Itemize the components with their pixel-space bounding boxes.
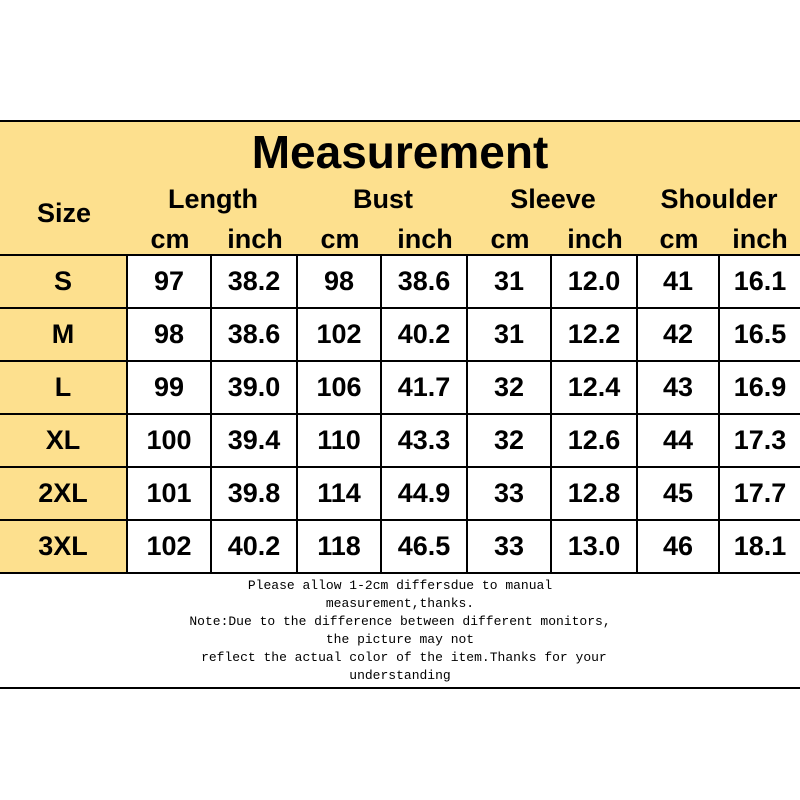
measurement-note [0,574,800,689]
table-cell: 39.8 [212,468,298,519]
table-cell: 18.1 [733,531,787,561]
table-cell: 12.8 [552,468,638,519]
table-cell: 38.6 [212,309,298,360]
table-cell: 12.0 [552,256,638,307]
size-column-header: Size [36,198,92,228]
size-label: 2XL [0,468,128,519]
table-row [0,362,800,415]
table-cell: 100 [128,415,212,466]
table-cell: 32 [468,362,552,413]
table-cell: 16.1 [733,266,787,296]
table-cell: 12.2 [552,309,638,360]
table-cell: 44 [638,415,720,466]
table-cell: 46 [638,521,720,572]
table-cell: 12.6 [552,415,638,466]
unit-shoulder-inch: inch [732,224,788,254]
table-cell: 43.3 [382,415,468,466]
note-line: measurement,thanks. [325,596,475,611]
header-length: Length [168,184,258,214]
table-cell: 98 [298,256,382,307]
table-cell: 44.9 [382,468,468,519]
table-row [0,415,800,468]
header-bust: Bust [353,184,413,214]
table-cell: 99 [128,362,212,413]
table-cell: 16.9 [733,372,787,402]
table-cell: 43 [638,362,720,413]
size-label: S [0,256,128,307]
table-cell: 97 [128,256,212,307]
table-cell: 41.7 [382,362,468,413]
note-line: understanding [349,668,451,683]
table-cell: 17.3 [733,425,787,455]
unit-sleeve-inch: inch [567,224,623,254]
table-cell: 31 [468,309,552,360]
unit-bust-inch: inch [397,224,453,254]
table-cell: 33 [468,468,552,519]
size-label: 3XL [0,521,128,572]
table-cell: 106 [298,362,382,413]
unit-length-inch: inch [227,224,283,254]
note-line: Note:Due to the difference between different monitors, [189,614,611,629]
table-row [0,309,800,362]
table-cell: 101 [128,468,212,519]
table-cell: 110 [298,415,382,466]
table-row [0,521,800,574]
size-label: M [0,309,128,360]
table-cell: 40.2 [382,309,468,360]
table-cell: 17.7 [733,478,787,508]
table-cell: 40.2 [212,521,298,572]
unit-bust-cm: cm [320,224,360,254]
table-cell: 42 [638,309,720,360]
table-cell: 39.4 [212,415,298,466]
header-sleeve: Sleeve [510,184,596,214]
table-cell: 41 [638,256,720,307]
size-chart [0,120,800,689]
table-cell: 114 [298,468,382,519]
table-row [0,256,800,309]
table-cell: 118 [298,521,382,572]
size-label: XL [0,415,128,466]
header-shoulder: Shoulder [660,184,778,214]
table-cell: 32 [468,415,552,466]
table-cell: 102 [298,309,382,360]
table-cell: 38.2 [212,256,298,307]
table-cell: 31 [468,256,552,307]
table-cell: 33 [468,521,552,572]
table-cell: 12.4 [552,362,638,413]
table-cell: 13.0 [552,521,638,572]
chart-title: Measurement [251,126,549,178]
table-cell: 45 [638,468,720,519]
note-line: the picture may not [325,632,475,647]
unit-sleeve-cm: cm [490,224,530,254]
note-line: reflect the actual color of the item.Thanks for your [193,650,607,665]
table-cell: 16.5 [733,319,787,349]
table-cell: 39.0 [212,362,298,413]
size-label: L [0,362,128,413]
chart-header [0,120,800,256]
unit-length-cm: cm [150,224,190,254]
size-rows [0,256,800,574]
table-row [0,468,800,521]
unit-shoulder-cm: cm [659,224,699,254]
table-cell: 46.5 [382,521,468,572]
table-cell: 38.6 [382,256,468,307]
table-cell: 102 [128,521,212,572]
table-cell: 98 [128,309,212,360]
note-line: Please allow 1-2cm differsdue to manual [247,578,553,593]
